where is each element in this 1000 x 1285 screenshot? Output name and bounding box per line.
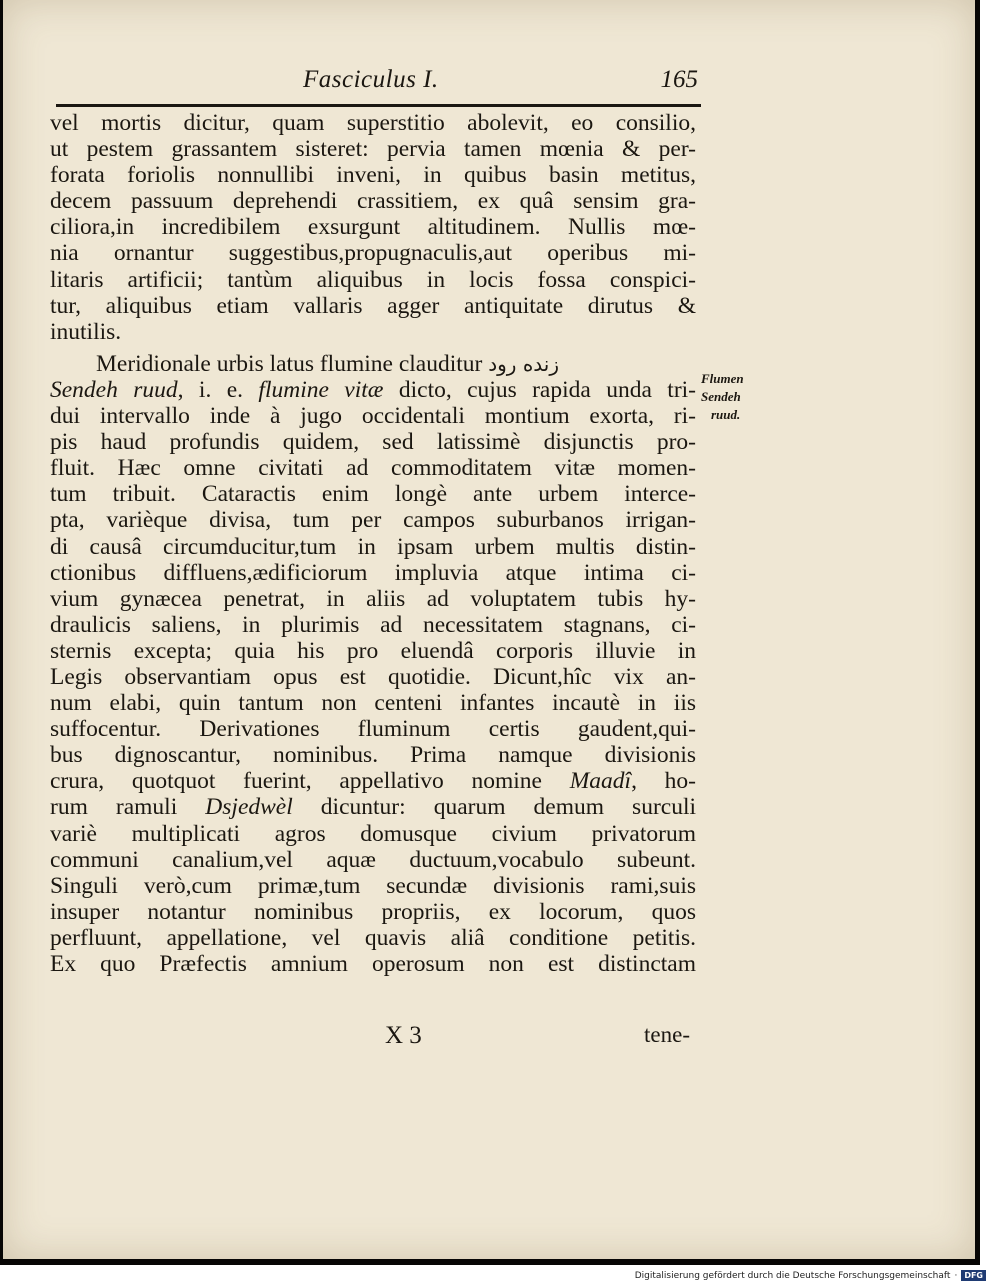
text-line: tur, aliquibus etiam vallaris agger antiquitate dirutus & <box>50 292 696 319</box>
page-header <box>48 66 698 96</box>
text-line: Singuli verò,cum primæ,tum secundæ divisionis rami,suis <box>50 872 696 899</box>
credit-separator: · <box>954 1270 958 1281</box>
text-fragment: dicuntur: quarum demum surculi <box>292 794 697 821</box>
text-line: nia ornantur suggestibus,propugnaculis,aut operibus mi- <box>50 240 696 267</box>
text-line: perfluunt, appellatione, vel quavis aliâ conditione petitis. <box>50 924 696 951</box>
text-line: vium gynæcea penetrat, in aliis ad voluptatem tubis hy- <box>50 585 696 612</box>
text-fragment: crura, quotquot fuerint, appellativo nomine <box>50 768 570 795</box>
text-line: di causâ circumducitur,tum in ipsam urbem multis distin- <box>50 533 696 560</box>
text-line: pis haud profundis quidem, sed latissimè disjunctis pro- <box>50 429 696 456</box>
header-rule <box>56 104 701 107</box>
dfg-logo: DFG <box>961 1270 986 1281</box>
text-fragment: rum ramuli <box>50 794 206 821</box>
text-line: decem passuum deprehendi crassitiem, ex quâ sensim gra- <box>50 188 696 215</box>
text-line: inutilis. <box>50 318 122 345</box>
text-line: Legis observantiam opus est quotidie. Dicunt,hîc vix an- <box>50 663 696 690</box>
paragraph-start-line <box>50 351 696 377</box>
page-number: 165 <box>660 66 698 93</box>
digitization-credit <box>635 1270 986 1281</box>
text-fragment: , ho- <box>631 768 697 795</box>
running-head: Fasciculus I. <box>303 66 439 93</box>
main-text <box>50 110 696 977</box>
text-line: insuper notantur nominibus propriis, ex locorum, quos <box>50 898 696 925</box>
text-line: ciliora,in incredibilem exsurgunt altitudinem. Nullis mœ- <box>50 214 696 241</box>
text-fragment: , i. e. <box>177 376 259 403</box>
text-line: pta, varièque divisa, tum per campos suburbanos irrigan- <box>50 507 696 534</box>
text-line: fluit. Hæc omne civitati ad commoditatem vitæ momen- <box>50 455 696 482</box>
paragraph-opening-text: Meridionale urbis latus flumine clauditur <box>96 350 483 377</box>
text-line <box>50 768 696 794</box>
text-line: Ex quo Præfectis amnium operosum non est distinctam <box>50 951 696 977</box>
text-line: forata foriolis nonnullibi inveni, in quibus basin metitus, <box>50 162 696 189</box>
credit-text: Digitalisierung gefördert durch die Deutsche Forschungsgemeinschaft <box>634 1270 951 1281</box>
page-footer <box>50 1022 690 1054</box>
text-line: communi canalium,vel aquæ ductuum,vocabulo subeunt. <box>50 846 696 873</box>
text-line: vel mortis dicitur, quam superstitio abolevit, eo consilio, <box>50 110 696 136</box>
text-line: num elabi, quin tantum non centeni infantes incautè in iis <box>50 690 696 717</box>
margin-note-line: Flumen <box>701 371 744 386</box>
text-line: tum tribuit. Cataractis enim longè ante urbem interce- <box>50 481 696 508</box>
text-line: sternis excepta; quia his pro eluendâ corporis illuvie in <box>50 637 696 664</box>
text-line <box>50 794 696 820</box>
margin-note-line: ruud. <box>711 407 741 422</box>
arabic-river-name: زنده رود <box>488 351 560 376</box>
signature-mark: X 3 <box>385 1022 422 1049</box>
italic-term: Dsjedwèl <box>205 794 293 821</box>
text-line <box>50 377 696 403</box>
text-line: draulicis saliens, in plurimis ad necessitatem stagnans, ci- <box>50 611 696 638</box>
book-page <box>3 0 975 1259</box>
text-line: dui intervallo inde à jugo occidentali montium exorta, ri- <box>50 403 696 430</box>
italic-term: flumine vitæ <box>258 376 384 403</box>
italic-term: Maadî <box>569 768 632 795</box>
text-line: litaris artificii; tantùm aliquibus in locis fossa conspici- <box>50 266 696 293</box>
text-line: ctionibus diffluens,ædificiorum impluvia atque intima ci- <box>50 559 696 586</box>
italic-term: Sendeh ruud <box>50 376 178 403</box>
margin-note-line: Sendeh <box>701 389 741 404</box>
margin-note <box>701 370 771 424</box>
text-line: suffocentur. Derivationes fluminum certis gaudent,qui- <box>50 716 696 743</box>
text-line: variè multiplicati agros domusque civium privatorum <box>50 820 696 847</box>
catchword: tene- <box>644 1022 690 1047</box>
text-line: ut pestem grassantem sisteret: pervia tamen mœnia & per- <box>50 136 696 163</box>
text-line: bus dignoscantur, nominibus. Prima namque divisionis <box>50 742 696 769</box>
text-fragment: dicto, cujus rapida unda tri- <box>383 376 696 403</box>
